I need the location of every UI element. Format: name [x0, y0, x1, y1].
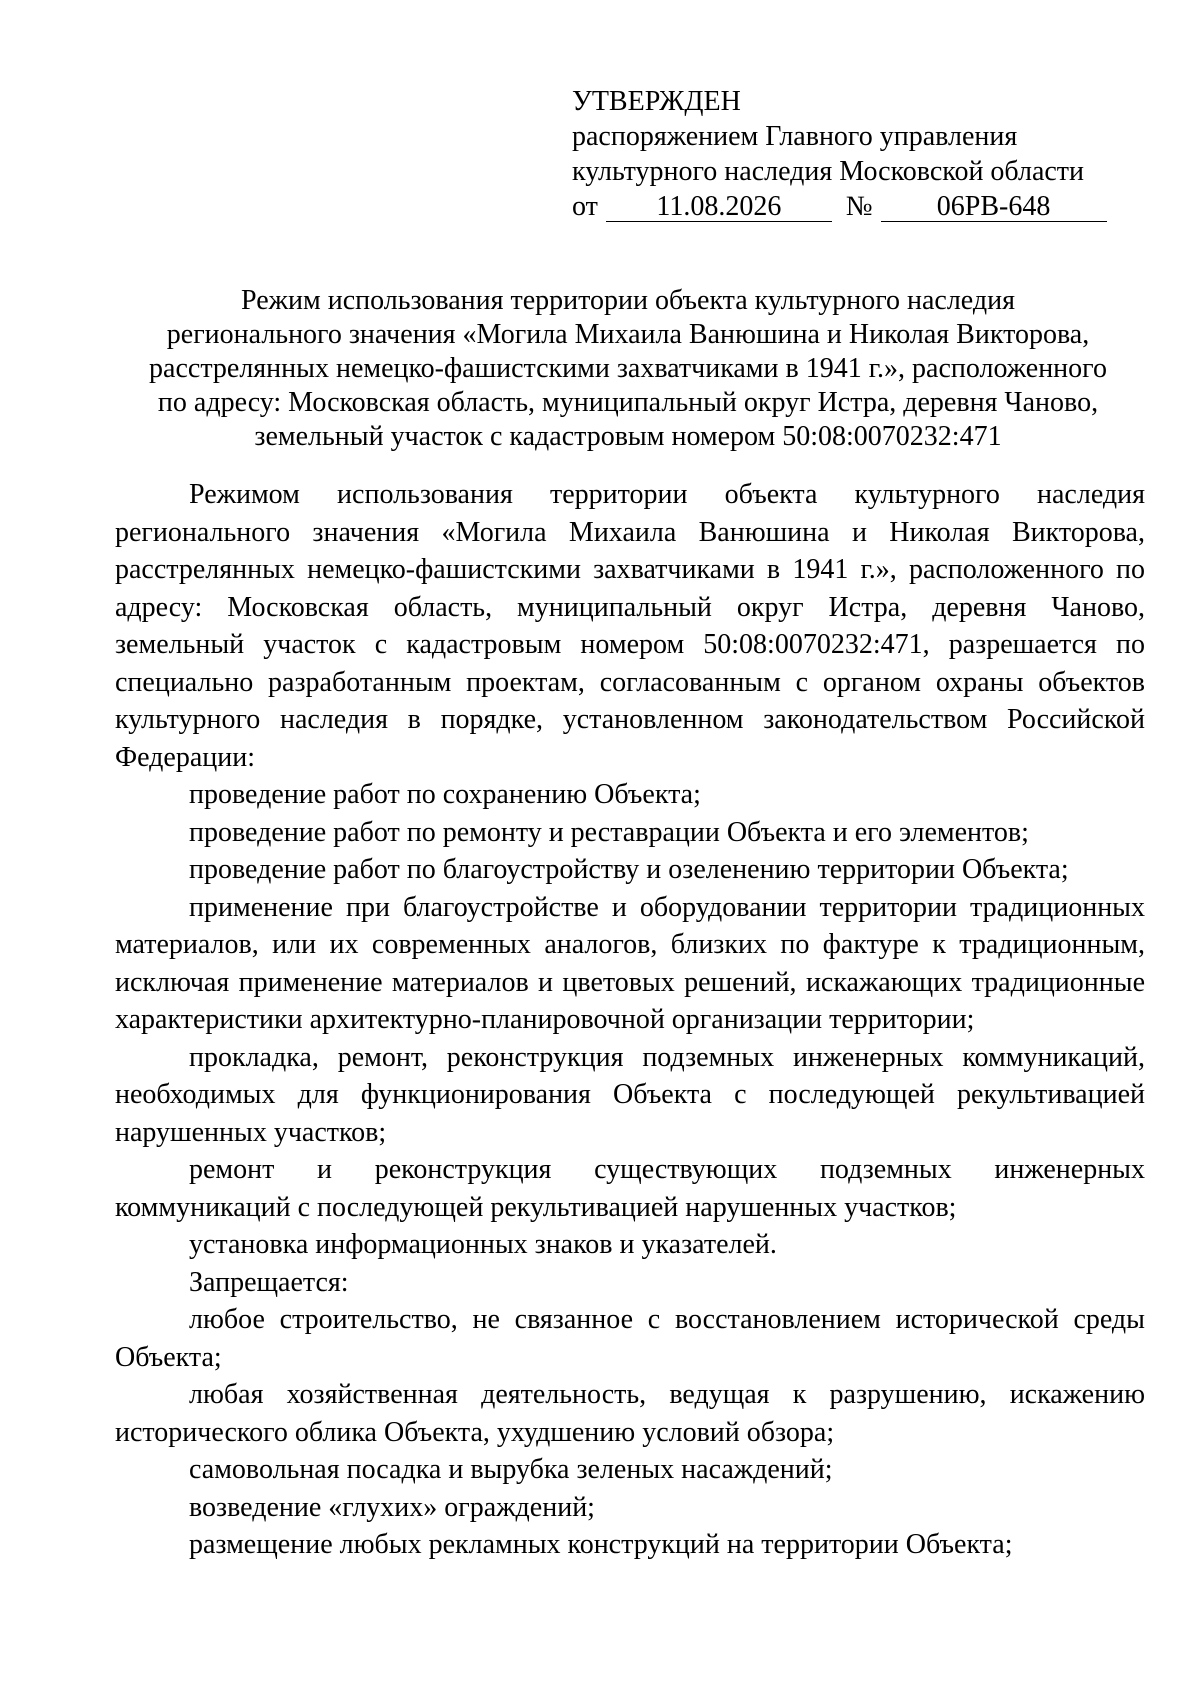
title-line-1: Режим использования территории объекта культурного наследия — [241, 285, 1015, 316]
approval-date-line — [572, 189, 1112, 224]
approval-line-2: культурного наследия Московской области — [572, 156, 1085, 187]
paragraph-intro: Режимом использования территории объекта культурного наследия регионального значения «Могила Михаила Ванюшина и Николая Викторова, расстрелянных немецко-фашистскими захватчиками в 1941 г.», расположенного по адресу: Московская область, муниципальный округ Истра, деревня Чаново, земельный участок с кадастровым номером 50:08:0070232:471, разрешается по специально разработанным проектам, согласованным с органом охраны объектов культурного наследия в порядке, установленном законодательством Российской Федерации: — [115, 479, 1145, 773]
paragraph-permitted-item: ремонт и реконструкция существующих подземных инженерных коммуникаций с последующей рекультивацией нарушенных участков; — [115, 1154, 1145, 1223]
title-line-4: по адресу: Московская область, муниципальный округ Истра, деревня Чаново, — [157, 387, 1099, 418]
paragraph-permitted-item: проведение работ по сохранению Объекта; — [189, 779, 701, 810]
paragraph-prohibited-item: любая хозяйственная деятельность, ведущая к разрушению, искажению исторического облика Объекта, ухудшению условий обзора; — [115, 1379, 1145, 1448]
document-title — [110, 284, 1146, 454]
paragraph-permitted-item: прокладка, ремонт, реконструкция подземных инженерных коммуникаций, необходимых для функционирования Объекта с последующей рекультивацией нарушенных участков; — [115, 1041, 1145, 1148]
paragraph-permitted-item: проведение работ по ремонту и реставрации Объекта и его элементов; — [189, 816, 1029, 848]
paragraph-prohibited-item: самовольная посадка и вырубка зеленых насаждений; — [189, 1454, 833, 1485]
paragraph-prohibited-item: любое строительство, не связанное с восстановлением исторической среды Объекта; — [115, 1304, 1145, 1373]
title-line-3: расстрелянных немецко-фашистскими захватчиками в 1941 г.», расположенного — [149, 353, 1107, 384]
approval-number: 06РВ-648 — [881, 193, 1107, 222]
document-body — [115, 476, 1145, 1564]
title-line-2: регионального значения «Могила Михаила Ванюшина и Николая Викторова, — [166, 319, 1090, 350]
paragraph-prohibited-heading: Запрещается: — [189, 1266, 349, 1298]
approval-date: 11.08.2026 — [606, 193, 832, 222]
number-label: № — [845, 191, 873, 222]
approval-line-1: распоряжением Главного управления — [572, 121, 1018, 152]
approval-stamp — [572, 84, 1112, 224]
approval-heading: УТВЕРЖДЕН — [572, 86, 741, 117]
title-line-5: земельный участок с кадастровым номером 50:08:0070232:471 — [254, 421, 1002, 452]
paragraph-permitted-item: применение при благоустройстве и оборудовании территории традиционных материалов, или их современных аналогов, близких по фактуре к традиционным, исключая применение материалов и цветовых решений, искажающих традиционные характеристики архитектурно-планировочной организации территории; — [115, 891, 1145, 1035]
paragraph-permitted-item: установка информационных знаков и указателей. — [189, 1229, 777, 1260]
paragraph-prohibited-item: размещение любых рекламных конструкций на территории Объекта; — [189, 1529, 1013, 1560]
from-label: от — [572, 191, 598, 222]
paragraph-prohibited-item: возведение «глухих» ограждений; — [189, 1491, 595, 1523]
paragraph-permitted-item: проведение работ по благоустройству и озеленению территории Объекта; — [189, 854, 1069, 885]
